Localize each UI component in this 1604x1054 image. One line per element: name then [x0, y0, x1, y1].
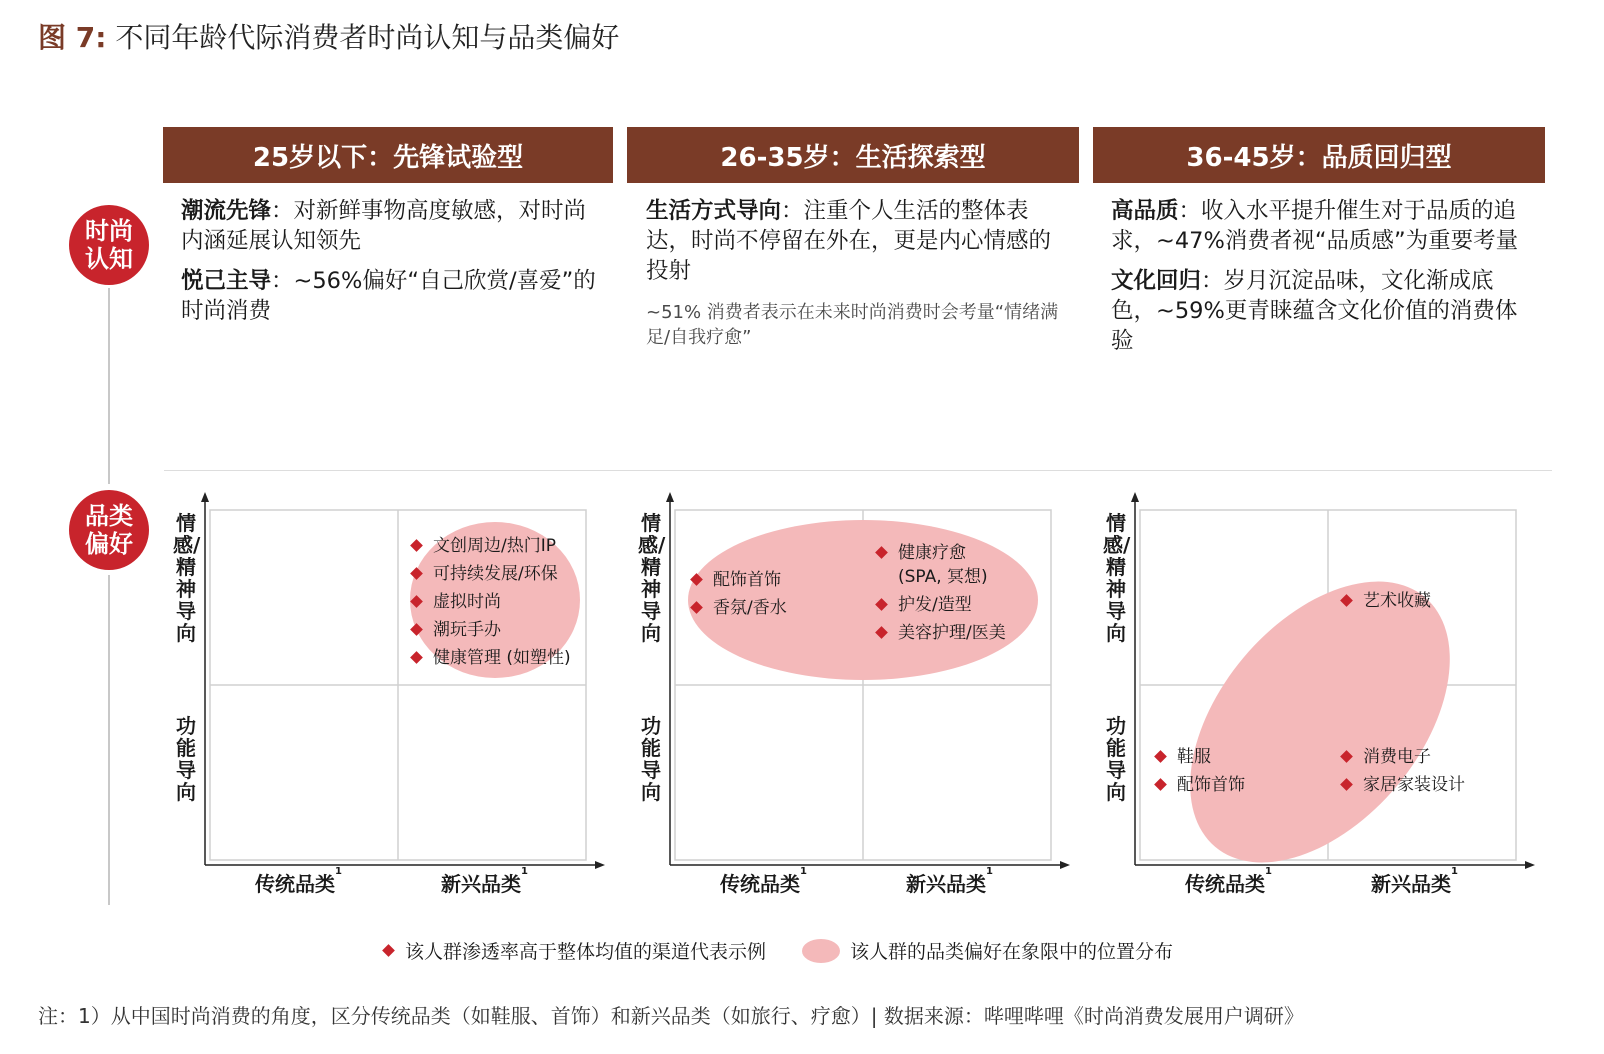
x-axis-arrow: [1060, 861, 1070, 869]
legend-diamond-label: 该人群渗透率高于整体均值的渠道代表示例: [405, 941, 767, 963]
channel-list: [1338, 587, 1431, 615]
label: 悦己主导: [181, 268, 272, 294]
legend-bubble-label: 该人群的品类偏好在象限中的位置分布: [850, 941, 1174, 963]
list-item: 健康管理 (如塑性): [408, 644, 571, 672]
y-axis-top-label: 情感/精神导向: [638, 511, 666, 645]
channel-list: [688, 566, 787, 622]
diamond-icon: [1154, 750, 1167, 763]
y-axis-arrow: [201, 492, 209, 502]
diamond-icon: [875, 598, 888, 611]
diamond-icon: [1340, 594, 1353, 607]
list-item: 虚拟时尚: [408, 588, 571, 616]
y-axis-arrow: [666, 492, 674, 502]
list-item: 鞋服: [1152, 743, 1245, 771]
x-axis-right-label: 新兴品类$^1$: [441, 866, 528, 896]
diamond-icon: [410, 539, 423, 552]
diamond-icon: [875, 626, 888, 639]
list-item: 配饰首饰: [688, 566, 787, 594]
timeline-line: [108, 575, 110, 905]
legend: [380, 937, 1173, 964]
figure-number: 图 7:: [38, 21, 107, 54]
diamond-icon: [690, 573, 703, 586]
survey-note: ~51% 消费者表示在未来时尚消费时会考量“情绪满足/自我疗愈”: [646, 302, 1059, 348]
x-axis-left-label: 传统品类$^1$: [1185, 866, 1272, 896]
label: 潮流先锋: [181, 198, 272, 224]
list-item: 可持续发展/环保: [408, 560, 571, 588]
diamond-icon: [1340, 750, 1353, 763]
quadrant-svg: [630, 490, 1080, 920]
footnote: 注：1）从中国时尚消费的角度，区分传统品类（如鞋服、首饰）和新兴品类（如旅行、疗愈）| 数据来源：哔哩哔哩《时尚消费发展用户调研》: [38, 1004, 1304, 1028]
group-header-26-35: 26-35岁：生活探索型: [627, 127, 1079, 183]
list-item: 护发/造型: [873, 593, 1006, 617]
x-axis-left-label: 传统品类$^1$: [255, 866, 342, 896]
diamond-icon: [382, 944, 395, 957]
diamond-icon: [875, 546, 888, 559]
perception-26-35: [646, 196, 1066, 360]
x-axis-arrow: [595, 861, 605, 869]
x-axis-right-label: 新兴品类$^1$: [1371, 866, 1458, 896]
y-axis-bottom-label: 功能导向: [641, 714, 661, 804]
diamond-icon: [1154, 778, 1167, 791]
diamond-icon: [690, 601, 703, 614]
list-item-text: 健康疗愈 (SPA, 冥想): [898, 543, 988, 587]
list-item: 香氛/香水: [688, 594, 787, 622]
perception-under25: [181, 196, 601, 336]
diamond-icon: [410, 567, 423, 580]
x-axis-arrow: [1525, 861, 1535, 869]
channel-list: [408, 532, 571, 672]
text: ：~56%偏好“自己欣赏/喜爱”的时尚消费: [181, 268, 596, 324]
y-axis-top-label: 情感/精神导向: [1103, 511, 1131, 645]
group-header-36-45: 36-45岁：品质回归型: [1093, 127, 1545, 183]
text: ：岁月沉淀品味，文化渐成底色，~59%更青睐蕴含文化价值的消费体验: [1111, 268, 1518, 354]
perception-badge: 时尚认知: [69, 205, 149, 285]
quadrant-chart-under25: [165, 490, 615, 920]
list-item: 消费电子: [1338, 743, 1465, 771]
list-item: 家居家装设计: [1338, 771, 1465, 799]
perception-36-45: [1111, 196, 1531, 366]
list-item: 文创周边/热门IP: [408, 532, 571, 560]
y-axis-bottom-label: 功能导向: [176, 714, 196, 804]
diamond-icon: [410, 595, 423, 608]
figure-title-text: 不同年龄代际消费者时尚认知与品类偏好: [115, 21, 620, 54]
x-axis-left-label: 传统品类$^1$: [720, 866, 807, 896]
y-axis-top-label: 情感/精神导向: [173, 511, 201, 645]
quadrant-chart-26-35: [630, 490, 1080, 920]
y-axis-arrow: [1131, 492, 1139, 502]
label: 高品质: [1111, 198, 1179, 224]
x-axis-right-label: 新兴品类$^1$: [906, 866, 993, 896]
text: ：注重个人生活的整体表达，时尚不停留在外在，更是内心情感的投射: [646, 198, 1052, 284]
bubble-swatch-icon: [802, 939, 840, 963]
timeline-line: [108, 288, 110, 484]
diamond-icon: [1340, 778, 1353, 791]
text: ：对新鲜事物高度敏感，对时尚内涵延展认知领先: [181, 198, 587, 254]
list-item: 艺术收藏: [1338, 587, 1431, 615]
preference-bubble: [1139, 533, 1502, 911]
diamond-icon: [410, 651, 423, 664]
list-item: [873, 541, 1006, 589]
group-header-under25: 25岁以下：先锋试验型: [163, 127, 613, 183]
text: ：收入水平提升催生对于品质的追求，~47%消费者视“品质感”为重要考量: [1111, 198, 1519, 254]
diamond-icon: [410, 623, 423, 636]
quadrant-svg: [1095, 490, 1545, 920]
channel-list: [1152, 743, 1245, 799]
label: 生活方式导向: [646, 198, 782, 224]
list-item: 美容护理/医美: [873, 621, 1006, 645]
category-badge: 品类偏好: [69, 490, 149, 570]
quadrant-chart-36-45: [1095, 490, 1545, 920]
divider: [164, 470, 1552, 471]
label: 文化回归: [1111, 268, 1202, 294]
channel-list: [1338, 743, 1465, 799]
figure-title: [38, 16, 619, 56]
list-item: 配饰首饰: [1152, 771, 1245, 799]
channel-list: [873, 541, 1006, 645]
y-axis-bottom-label: 功能导向: [1106, 714, 1126, 804]
list-item: 潮玩手办: [408, 616, 571, 644]
